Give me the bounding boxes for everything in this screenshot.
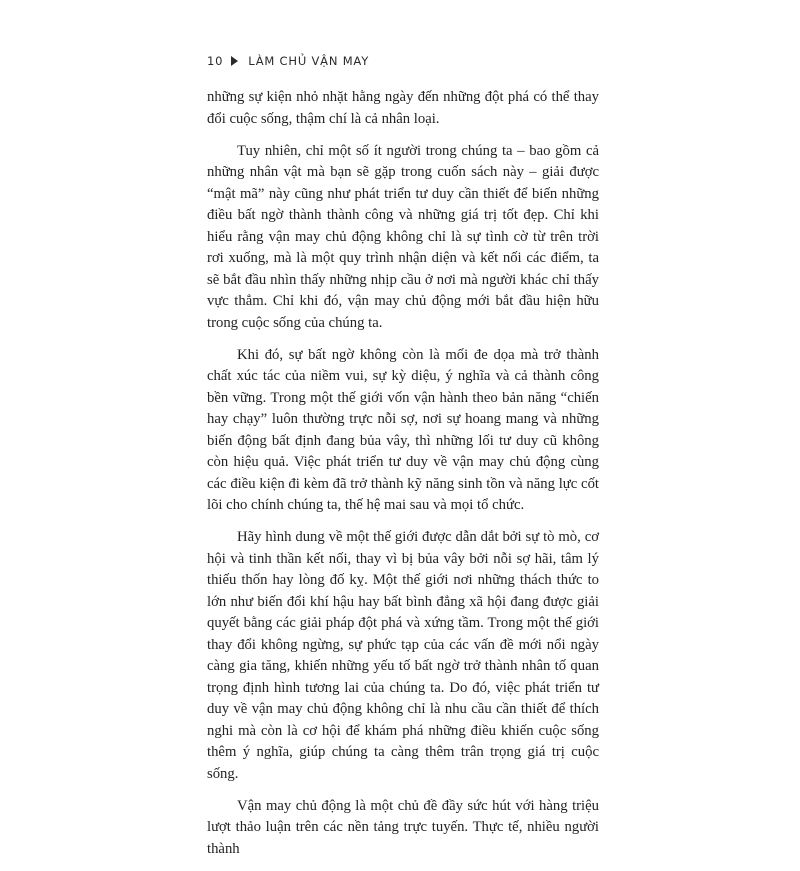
running-header: [207, 52, 369, 70]
book-title: LÀM CHỦ VẬN MAY: [248, 54, 370, 68]
body-text: [207, 87, 599, 871]
paragraph: Hãy hình dung về một thế giới được dẫn dắt bởi sự tò mò, cơ hội và tinh thần kết nối, thay vì bị bủa vây bởi nỗi sợ hãi, tâm lý thiếu thốn hay lòng đố kỵ. Một thế giới nơi những thách thức to lớn như biến đổi khí hậu hay bất bình đẳng xã hội đang được giải quyết bằng các giải pháp đột phá và xứng tầm. Trong một thế giới thay đổi không ngừng, sự phức tạp của các vấn đề mới nổi ngày càng gia tăng, khiến những yếu tố bất ngờ trở thành nhân tố quan trọng định hình tương lai của chúng ta. Do đó, việc phát triển tư duy về vận may chủ động không chỉ là nhu cầu cần thiết để thích nghi mà còn là cơ hội để khám phá những điều khiến cuộc sống thêm ý nghĩa, giúp chúng ta càng thêm trân trọng giá trị cuộc sống.: [207, 529, 599, 782]
paragraph: Khi đó, sự bất ngờ không còn là mối đe dọa mà trở thành chất xúc tác của niềm vui, sự kỳ diệu, ý nghĩa và cả thành công bền vững. Trong một thế giới vốn vận hành theo bản năng “chiến hay chạy” luôn thường trực nỗi sợ, nơi sự hoang mang và những biến động bất định đang bủa vây, thì những lối tư duy cũ không còn hiệu quả. Việc phát triển tư duy về vận may chủ động cùng các điều kiện đi kèm đã trở thành kỹ năng sinh tồn và năng lực cốt lõi cho chính chúng ta, thế hệ mai sau và mọi tổ chức.: [207, 346, 599, 513]
paragraph: Vận may chủ động là một chủ đề đầy sức hút với hàng triệu lượt thảo luận trên các nền tảng trực tuyến. Thực tế, nhiều người thành: [207, 797, 599, 857]
triangle-arrow-icon: [231, 56, 238, 66]
paragraph: Tuy nhiên, chỉ một số ít người trong chúng ta – bao gồm cả những nhân vật mà bạn sẽ gặp trong cuốn sách này – giải được “mật mã” này cũng như phát triển tư duy cần thiết để biến những điều bất ngờ thành thành công và những giá trị tốt đẹp. Chỉ khi hiểu rằng vận may chủ động không chỉ là sự tình cờ từ trên trời rơi xuống, mà là một quy trình nhận diện và kết nối các điểm, ta sẽ bắt đầu nhìn thấy những nhịp cầu ở nơi mà người khác chỉ thấy vực thẳm. Chỉ khi đó, vận may chủ động mới bắt đầu hiện hữu trong cuộc sống của chúng ta.: [207, 142, 599, 331]
page-number: 10: [207, 54, 224, 68]
paragraph: những sự kiện nhỏ nhặt hằng ngày đến những đột phá có thể thay đổi cuộc sống, thậm chí là cả nhân loại.: [207, 89, 599, 127]
